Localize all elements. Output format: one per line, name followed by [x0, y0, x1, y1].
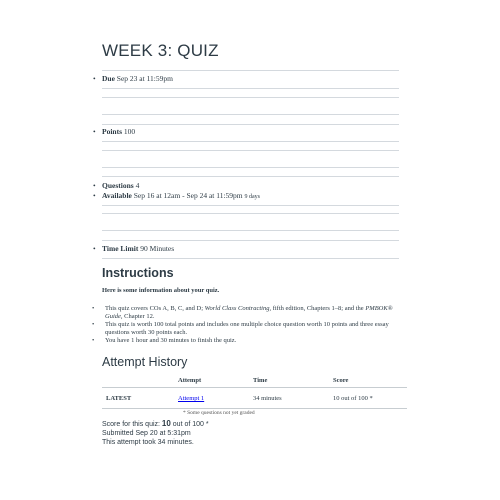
- table-row: [102, 388, 407, 409]
- due-value: Sep 23 at 11:59pm: [116, 74, 173, 83]
- points-value: 100: [123, 127, 136, 136]
- list-item: • You have 1 hour and 30 minutes to finish the quiz.: [92, 337, 237, 344]
- instructions-intro: Here is some information about your quiz.: [102, 287, 220, 294]
- divider: [102, 88, 399, 89]
- divider: [102, 114, 399, 115]
- attempt-history-heading: Attempt History: [102, 355, 188, 369]
- divider: [102, 258, 399, 259]
- col-time: Time: [253, 377, 268, 384]
- instructions-heading: Instructions: [102, 266, 174, 280]
- list-item: • This quiz covers COs A, B, C, and D; World Class Contracting, fifth edition, Chapters 1–8; and the PMBOK® Guide, Chapter 12.: [92, 305, 393, 320]
- submitted-line: Submitted Sep 20 at 5:31pm: [102, 430, 191, 437]
- score-line: Score for this quiz: 10 out of 100 *: [102, 419, 209, 428]
- book-title: World Class Contracting,: [204, 305, 272, 312]
- points-label: Points: [102, 127, 123, 136]
- row-label: LATEST: [106, 395, 132, 402]
- bullet-icon: •: [92, 305, 95, 312]
- attempt-link[interactable]: Attempt 1: [178, 395, 205, 402]
- table-header: [102, 373, 407, 388]
- divider: [102, 150, 399, 151]
- divider: [102, 167, 399, 168]
- bullet-icon: •: [93, 74, 96, 83]
- questions-value: 4: [135, 181, 140, 190]
- row-time: 34 minutes: [253, 395, 282, 402]
- score-value: 10: [161, 419, 171, 428]
- book-title: PMBOK® Guide,: [105, 305, 393, 320]
- row-score: 10 out of 100 *: [333, 395, 373, 402]
- time-limit-item: [93, 244, 174, 254]
- time-limit-label: Time Limit: [102, 244, 139, 253]
- bullet-icon: •: [93, 244, 96, 253]
- questions-item: [93, 181, 139, 191]
- points-item: [93, 127, 135, 137]
- bullet-icon: •: [93, 191, 96, 200]
- page-title: WEEK 3: QUIZ: [102, 41, 219, 60]
- available-label: Available: [102, 191, 132, 200]
- instructions-list: [92, 305, 402, 345]
- divider: [102, 213, 399, 214]
- bullet-icon: •: [92, 337, 95, 344]
- duration-line: This attempt took 34 minutes.: [102, 439, 194, 446]
- divider: [102, 97, 399, 98]
- attempt-history-table: [102, 373, 407, 409]
- due-item: [93, 74, 173, 84]
- divider: [102, 141, 399, 142]
- list-item: • This quiz is worth 100 total points and includes one multiple choice question worth 10 points and three essay questions worth 30 points each.: [92, 321, 389, 336]
- bullet-icon: •: [92, 321, 95, 328]
- available-days: 9 days: [244, 194, 260, 200]
- time-limit-value: 90 Minutes: [140, 244, 175, 253]
- bullet-icon: •: [93, 181, 96, 190]
- available-item: [93, 191, 260, 202]
- bullet-icon: •: [93, 127, 96, 136]
- divider: [102, 70, 399, 71]
- divider: [102, 205, 399, 206]
- col-attempt: Attempt: [178, 377, 202, 384]
- divider: [102, 230, 399, 231]
- score-summary: [102, 419, 209, 447]
- divider: [102, 240, 399, 241]
- divider: [102, 124, 399, 125]
- due-label: Due: [102, 74, 115, 83]
- col-score: Score: [333, 377, 349, 384]
- grading-note: * Some questions not yet graded: [183, 410, 255, 416]
- available-value: Sep 16 at 12am - Sep 24 at 11:59pm: [133, 191, 243, 200]
- questions-label: Questions: [102, 181, 134, 190]
- divider: [102, 176, 399, 177]
